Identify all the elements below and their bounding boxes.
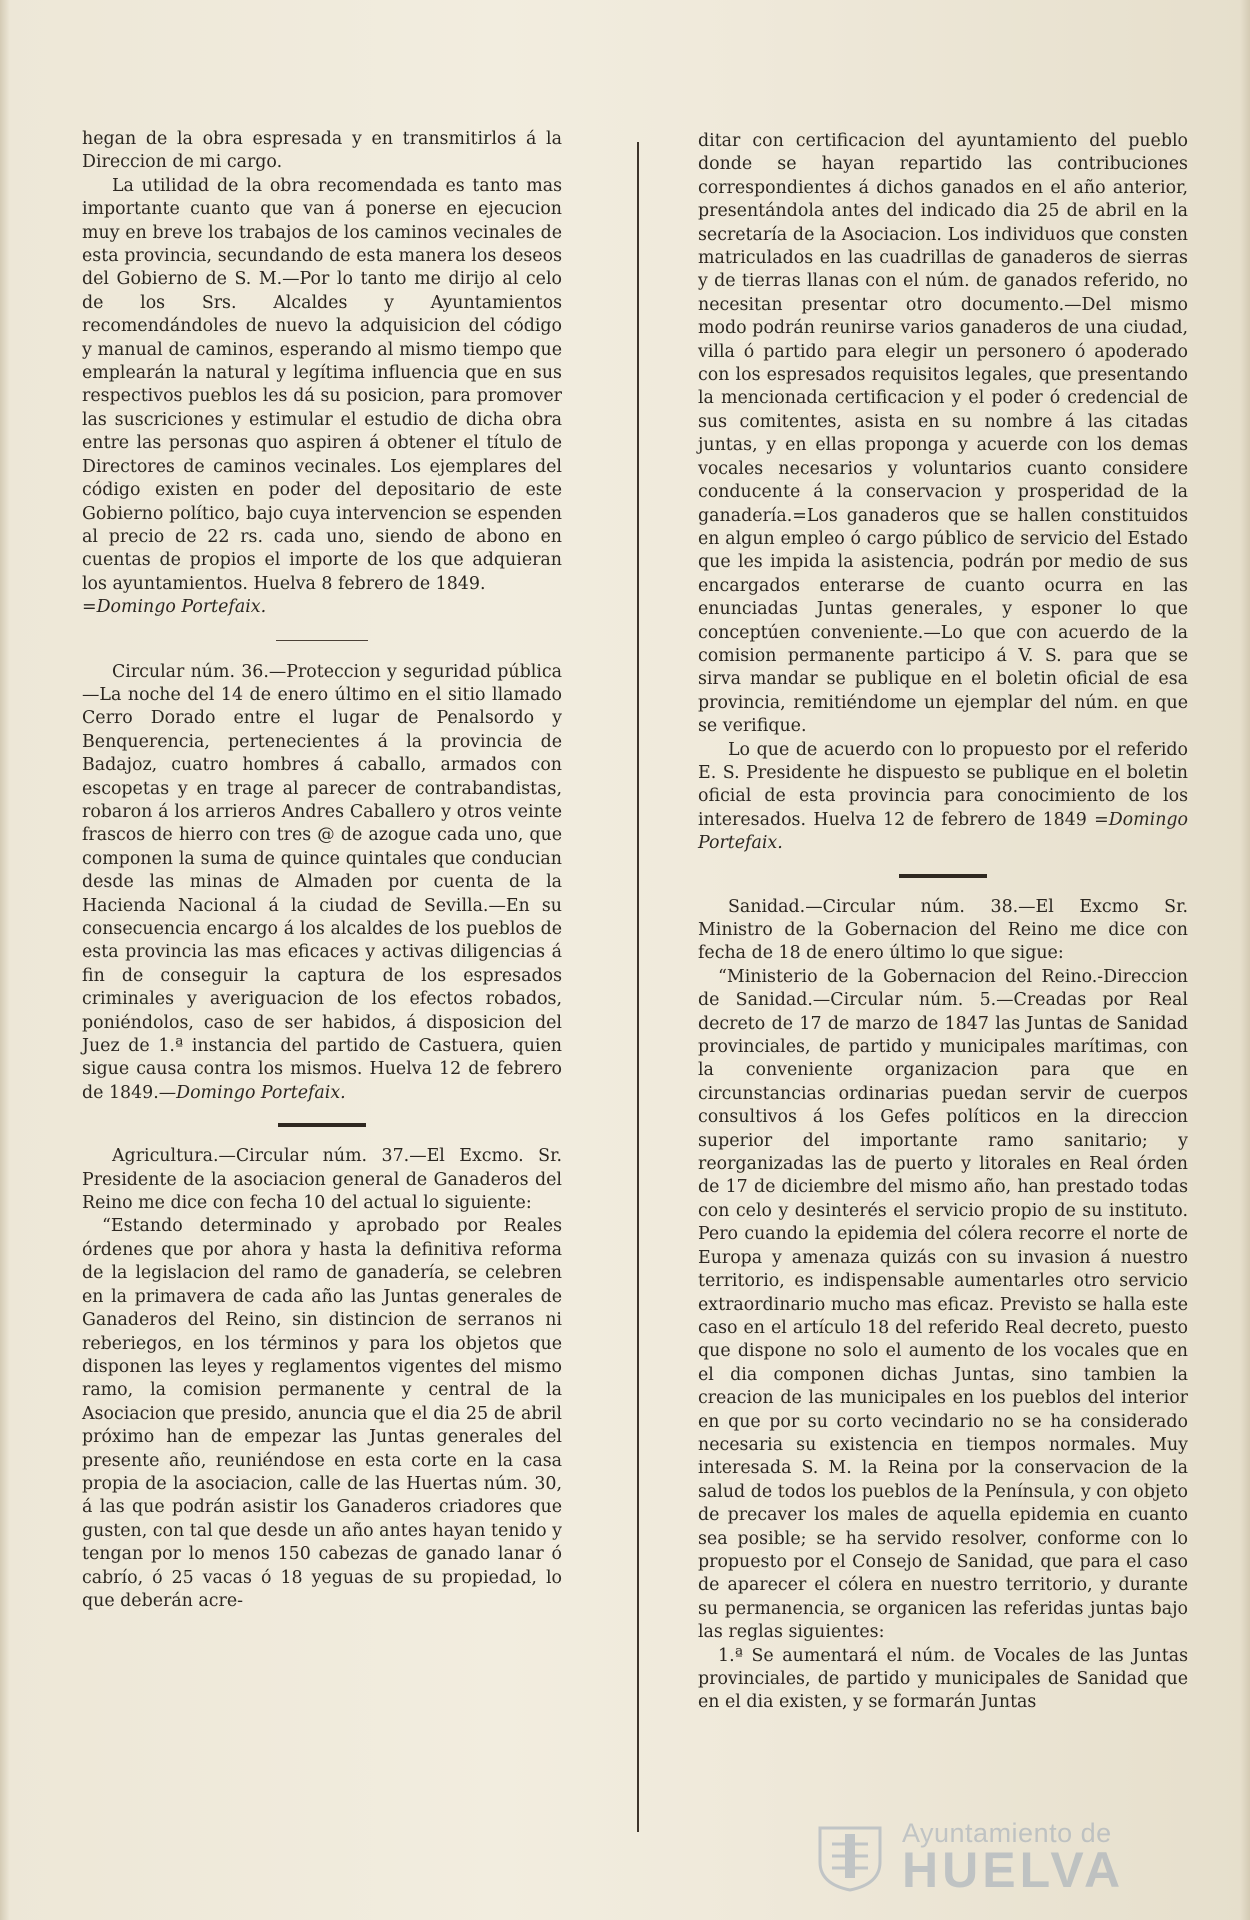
paragraph-acuerdo: Lo que de acuerdo con lo propuesto por el referido E. S. Presidente he dispuesto se publique en el boletin oficial de esta provincia para conocimiento de los interesados. Huelva 12 de febrero de 1849 =Domingo Portefaix. bbox=[698, 739, 1188, 854]
page-edge-left bbox=[0, 0, 10, 1920]
paragraph-circular-37: Agricultura.—Circular núm. 37.—El Excmo. Sr. Presidente de la asociacion general de Ganaderos del Reino me dice con fecha 10 del actual lo siguiente: bbox=[82, 1146, 562, 1214]
section-rule bbox=[276, 640, 368, 641]
paragraph-circular-38: Sanidad.—Circular núm. 38.—El Excmo Sr. Ministro de la Gobernacion del Reino me dice con fecha de 18 de enero último lo que sigue: bbox=[698, 896, 1188, 964]
watermark bbox=[812, 1818, 1172, 1898]
watermark-line1: Ayuntamiento de bbox=[902, 1818, 1112, 1848]
signature: =Domingo Portefaix. bbox=[82, 597, 267, 618]
left-column bbox=[82, 128, 562, 1613]
paragraph-ministerio-sanidad: “Ministerio de la Gobernacion del Reino.-Direccion de Sanidad.—Circular núm. 5.—Creadas por Real decreto de 17 de marzo de 1847 las Juntas de Sanidad provinciales, de partido y municipales marítimas, con la conveniente organizacion para que en circunstancias ordinarias puedan servir de cuerpos consultivos á los Gefes políticos en la direccion superior del importante ramo sanitario; y reorganizadas las de puerto y litorales en Real órden de 17 de diciembre del mismo año, han prestado todas con celo y desinterés el servicio propio de su instituto. Pero cuando la epidemia del cólera recorre el norte de Europa y amenaza quizás con su invasion á nuestro territorio, es indispensable aumentarles otro servicio extraordinario mucho mas eficaz. Previsto se halla este caso en el artículo 18 del referido Real decreto, puesto que dispone no solo el aumento de los vocales que en el dia componen dichas Juntas, sino tambien la creacion de las municipales en los pueblos del interior en que por su corto vecindario no se ha considerado necesaria su existencia en tiempos normales. Muy interesada S. M. la Reina por la conservacion de la salud de todos los pueblos de la Península, y con objeto de precaver los males de aquella epidemia en cuanto sea posible; se ha servido resolver, conforme con lo propuesto por el Consejo de Sanidad, que para el caso de aparecer el cólera en nuestro territorio, y durante su permanencia, se organicen las referidas juntas bajo las reglas siguientes: bbox=[698, 966, 1188, 1643]
paragraph-juntas-ganaderos: “Estando determinado y aprobado por Reales órdenes que por ahora y hasta la definitiva reforma de la legislacion del ramo de ganadería, se celebren en la primavera de cada año las Juntas generales de Ganaderos del Reino, sin distincion de serranos ni reberiegos, en los términos y para los objetos que disponen las leyes y reglamentos vigentes del mismo ramo, la comision permanente y central de la Asociacion que presido, anuncia que el dia 25 de abril próximo han de empezar las Juntas generales del presente año, reuniéndose en esta corte en la casa propia de la asociacion, calle de las Huertas núm. 30, á las que podrán asistir los Ganaderos criadores que gusten, con tal que desde un año antes hayan tenido y tengan por lo menos 150 cabezas de ganado lanar ó cabrío, ó 25 vacas ó 18 yeguas de su propiedad, lo que deberán acre- bbox=[82, 1216, 562, 1611]
paragraph-certificacion: ditar con certificacion del ayuntamiento del pueblo donde se hayan repartido las contribuciones correspondientes á dichos ganados en el año anterior, presentándola antes del indicado dia 25 de abril en la secretaría de la Asociacion. Los individuos que consten matriculados en las cuadrillas de ganaderos de sierras y de tierras llanas con el núm. de ganados referido, no necesitan presentar otro documento.—Del mismo modo podrán reunirse varios ganaderos de una ciudad, villa ó partido para elegir un personero ó apoderado con los espresados requisitos legales, que presentando la mencionada certificacion y el poder ó credencial de sus comitentes, asista en su nombre á las citadas juntas, y en ellas proponga y acuerde con los demas vocales necesarios y voluntarios cuanto considere conducente á la conservacion y prosperidad de la ganadería.=Los ganaderos que se hallen constituidos en algun empleo ó cargo público de servicio del Estado que les impida la asistencia, podrán por medio de sus encargados enterarse de cuanto ocurra en las enunciadas Juntas generales, y esponer lo que conceptúen conveniente.—Lo que con acuerdo de la comision permanente participo á V. S. para que se sirva mandar se publique en el boletin oficial de esa provincia, remitiéndome un ejemplar del núm. en que se verifique. bbox=[698, 131, 1188, 737]
section-rule bbox=[278, 1123, 366, 1127]
page-edge-right bbox=[1240, 0, 1250, 1920]
right-column bbox=[698, 130, 1188, 1715]
paragraph-obra-recomendada: La utilidad de la obra recomendada es tanto mas importante cuanto que van á ponerse en ejecucion muy en breve los trabajos de los caminos vecinales de esta provincia, secundando de esta manera los deseos del Gobierno de S. M.—Por lo tanto me dirijo al celo de los Srs. Alcaldes y Ayuntamientos recomendándoles de nuevo la adquisicion del código y manual de caminos, esperando al mismo tiempo que emplearán la natural y legítima influencia que en sus respectivos pueblos les dá su posicion, para promover las suscriciones y estimular el estudio de dicha obra entre las personas quo aspiren á obtener el título de Directores de caminos vecinales. Los ejemplares del código existen en poder del depositario de este Gobierno político, bajo cuya intervencion se espenden al precio de 22 rs. cada uno, siendo de abono en cuentas de propios el importe de los que adquieran los ayuntamientos. Huelva 8 febrero de 1849. =Domingo Portefaix. bbox=[82, 175, 562, 618]
paragraph-continuation: hegan de la obra espresada y en transmitirlos á la Direccion de mi cargo. bbox=[82, 129, 562, 173]
signature: —Domingo Portefaix. bbox=[158, 1082, 346, 1103]
signature: =Domingo Portefaix. bbox=[698, 809, 1188, 854]
column-divider bbox=[637, 142, 639, 1832]
watermark-line2: HUELVA bbox=[902, 1842, 1125, 1898]
paragraph-regla-1: 1.ª Se aumentará el núm. de Vocales de las Juntas provinciales, de partido y municipales de Sanidad que en el dia existen, y se formarán Juntas bbox=[698, 1645, 1188, 1713]
section-rule bbox=[899, 874, 987, 878]
city-shield-icon bbox=[812, 1822, 888, 1892]
paragraph-circular-36: Circular núm. 36.—Proteccion y seguridad pública —La noche del 14 de enero último en el sitio llamado Cerro Dorado entre el lugar de Penalsordo y Benquerencia, pertenecientes á la provincia de Badajoz, cuatro hombres á caballo, armados con escopetas y en trage al parecer de contrabandistas, robaron á los arrieros Andres Caballero y otros veinte frascos de hierro con tres @ de azogue cada uno, que componen la suma de quince quintales que conducian desde las minas de Almaden por cuenta de la Hacienda Nacional á la ciudad de Sevilla.—En su consecuencia encargo á los alcaldes de los pueblos de esta provincia las mas eficaces y activas diligencias á fin de conseguir la captura de los espresados criminales y averiguacion de los efectos robados, poniéndolos, caso de ser habidos, á disposicion del Juez de 1.ª instancia del partido de Castuera, quien sigue causa contra los mismos. Huelva 12 de febrero de 1849.—Domingo Portefaix. bbox=[82, 661, 562, 1103]
